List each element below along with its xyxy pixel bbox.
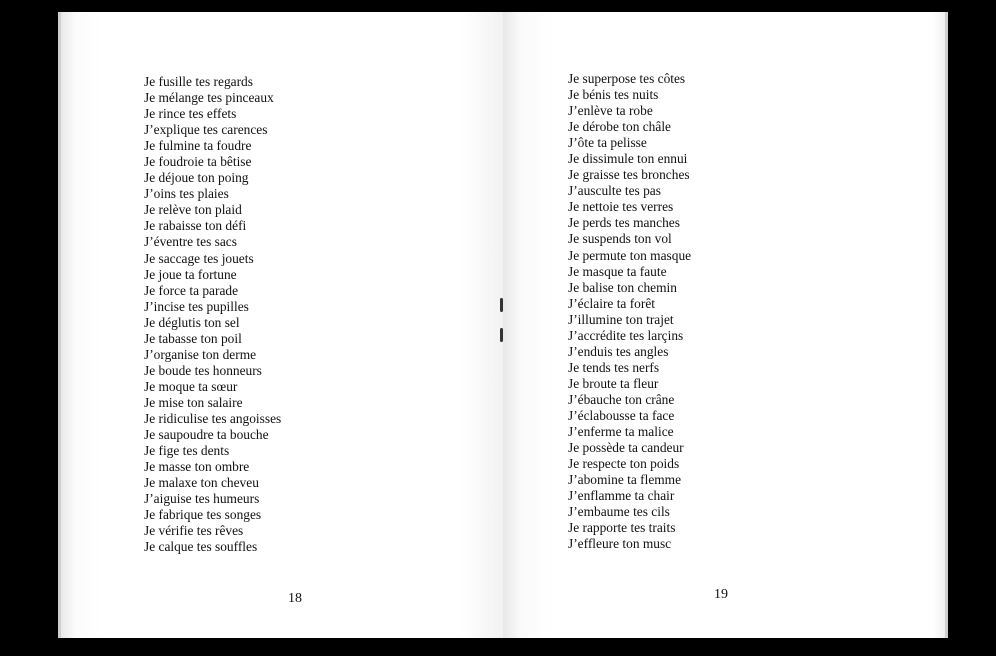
poem-line: Je broute ta fleur — [568, 375, 659, 391]
poem-line: Je saccage tes jouets — [144, 250, 254, 266]
poem-line: Je permute ton masque — [568, 247, 692, 263]
poem-line: J’éventre tes sacs — [144, 234, 237, 250]
poem-line: J’embaume tes cils — [568, 504, 670, 520]
poem-line: Je foudroie ta bêtise — [144, 154, 252, 170]
poem-line: J’illumine ton trajet — [568, 311, 674, 327]
poem-line: Je mélange tes pinceaux — [144, 90, 274, 106]
poem-line: Je tabasse ton poil — [144, 330, 242, 346]
poem-line: J’abomine ta flemme — [568, 472, 682, 488]
poem-line: J’organise ton derme — [144, 346, 257, 362]
poem-line: Je masque ta faute — [568, 263, 667, 279]
poem-line: J’ôte ta pelisse — [568, 135, 647, 151]
poem-line: Je fabrique tes songes — [144, 507, 262, 523]
poem-line: J’enflamme ta chair — [568, 488, 675, 504]
poem-line: Je possède ta candeur — [568, 440, 684, 456]
page-number-left: 18 — [288, 591, 302, 606]
poem-line: Je saupoudre ta bouche — [144, 427, 269, 443]
poem-line: Je moque ta sœur — [144, 378, 238, 394]
poem-line: Je rabaisse ton défi — [144, 218, 247, 234]
poem-line: Je nettoie tes verres — [568, 199, 674, 215]
poem-line: Je dissimule ton ennui — [568, 151, 688, 167]
poem-line: J’ébauche ton crâne — [568, 391, 675, 407]
poem-line: Je rapporte tes traits — [568, 520, 676, 536]
poem-line: Je boude tes honneurs — [144, 362, 262, 378]
poem-line: Je superpose tes côtes — [568, 71, 686, 86]
poem-line: J’oins tes plaies — [144, 186, 229, 202]
poem-line: Je déglutis ton sel — [144, 314, 240, 330]
poem-line: J’enduis tes angles — [568, 343, 669, 359]
poem-line: J’incise tes pupilles — [144, 298, 249, 314]
right-page — [503, 12, 948, 638]
poem-line: Je fige tes dents — [144, 443, 230, 459]
poem-line: Je balise ton chemin — [568, 279, 677, 295]
poem-line: Je ridiculise tes angoisses — [144, 410, 282, 426]
poem-line: Je tends tes nerfs — [568, 359, 660, 375]
poem-line: J’éclaire ta forêt — [568, 295, 655, 311]
poem-line: Je fusille tes regards — [144, 74, 253, 89]
right-poem — [568, 71, 691, 552]
poem-line: Je vérifie tes rêves — [144, 523, 244, 539]
poem-line: Je force ta parade — [144, 282, 239, 298]
poem-line: Je respecte ton poids — [568, 456, 680, 472]
poem-line: J’enlève ta robe — [568, 103, 653, 119]
poem-line: J’enferme ta malice — [568, 424, 674, 440]
left-page — [58, 12, 503, 638]
page-number-right: 19 — [714, 587, 728, 602]
poem-line: Je calque tes souffles — [144, 539, 258, 555]
poem-line: J’éclabousse ta face — [568, 407, 675, 423]
poem-line: Je malaxe ton cheveu — [144, 475, 259, 491]
poem-line: Je suspends ton vol — [568, 231, 672, 247]
left-poem — [144, 74, 281, 555]
poem-line: J’explique tes carences — [144, 122, 268, 138]
poem-line: Je joue ta fortune — [144, 266, 237, 282]
poem-line: Je fulmine ta foudre — [144, 138, 252, 154]
poem-line: Je perds tes manches — [568, 215, 680, 231]
open-book — [58, 12, 948, 638]
poem-line: Je déjoue ton poing — [144, 170, 249, 186]
poem-line: J’effleure ton musc — [568, 536, 672, 552]
poem-line: J’ausculte tes pas — [568, 183, 661, 199]
poem-line: Je relève ton plaid — [144, 202, 242, 218]
poem-line: Je bénis tes nuits — [568, 87, 659, 103]
poem-line: Je masse ton ombre — [144, 459, 250, 475]
poem-line: Je rince tes effets — [144, 106, 237, 122]
poem-line: J’aiguise tes humeurs — [144, 491, 260, 507]
poem-line: Je mise ton salaire — [144, 394, 243, 410]
poem-line: J’accrédite tes larçins — [568, 327, 684, 343]
poem-line: Je dérobe ton châle — [568, 119, 671, 135]
poem-line: Je graisse tes bronches — [568, 167, 690, 183]
